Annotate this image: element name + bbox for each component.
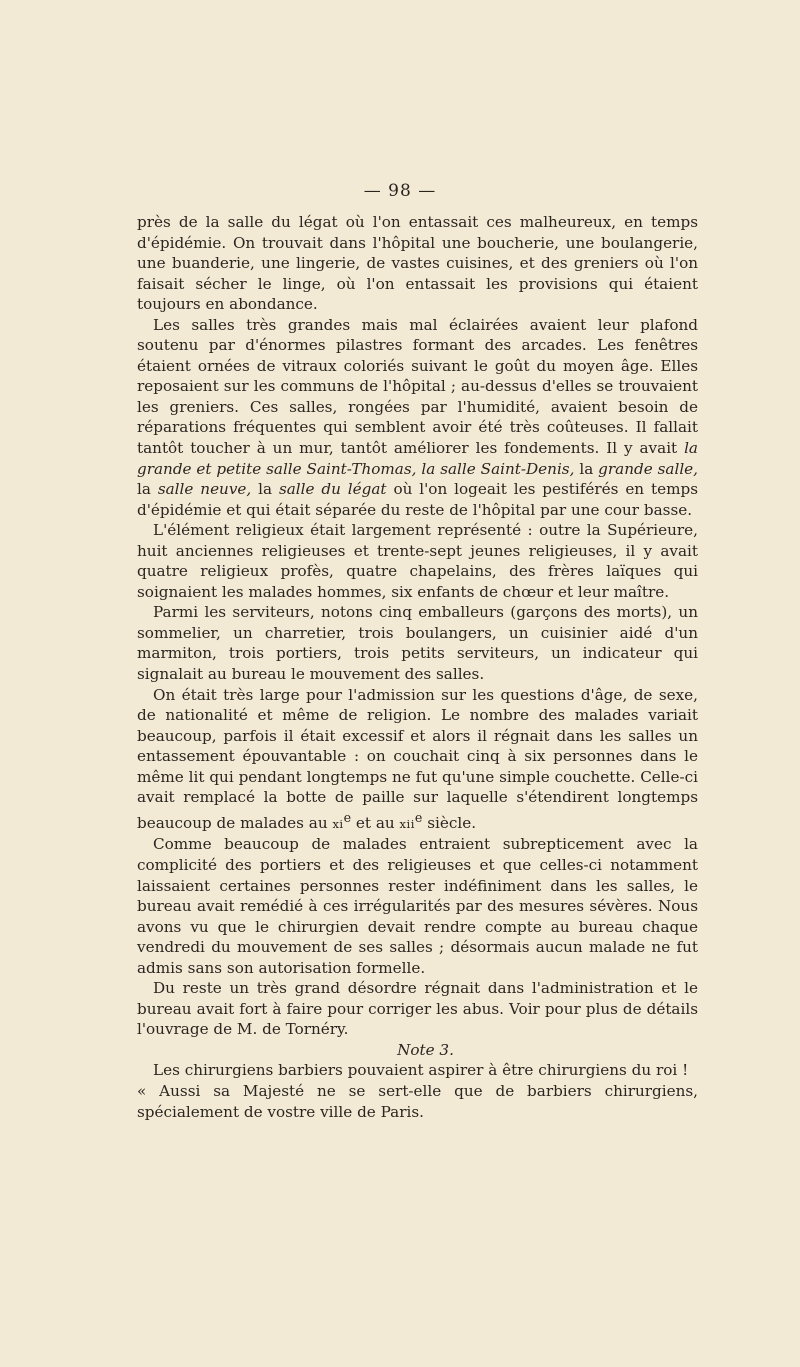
paragraph-1: près de la salle du légat où l'on entassait ces malheureux, en temps d'épidémie. On trouvait dans l'hôpital une boucherie, une boulangerie, une buanderie, une lingerie, de vastes cuisines, et des greniers où l'on faisait sécher le linge, où l'on entassait les provisions qui étaient toujours en abondance.: [137, 213, 698, 314]
paragraph-2-italic-1: la grande et petite salle Saint-Thomas, la salle Saint-Denis,: [137, 439, 698, 478]
page-number: — 98 —: [363, 181, 437, 201]
paragraph-8: Les chirurgiens barbiers pouvaient aspirer à être chirurgiens du roi !: [153, 1061, 689, 1080]
paragraph-2-italic-3: salle neuve,: [157, 480, 252, 499]
century-xi-superscript: e: [343, 809, 352, 825]
paragraph-2-text-a: Les salles très grandes mais mal éclairées avaient leur plafond soutenu par d'énormes pilastres formant des arcades. Les fenêtres étaient ornées de vitraux coloriés suivant le goût du moyen âge. Elles reposaient sur les communs de l'hôpital ; au-dessus d'elles se trouvaient les greniers. Ces salles, rongées par l'humidité, avaient besoin de réparations fréquentes qui semblent avoir été très coûteuses. Il fallait tantôt toucher à un mur, tantôt améliorer les fondements. Il y avait: [137, 315, 698, 458]
body-text: [137, 212, 698, 1122]
paragraph-2-text-c: la: [137, 480, 158, 499]
paragraph-2-text-e: où l'on logeait les pestiférés en temps d'épidémie et qui était séparée du reste de l'hôpital par une cour basse.: [137, 480, 699, 519]
century-xii-superscript: e: [414, 809, 423, 825]
paragraph-2-text-b: la: [574, 459, 599, 478]
paragraph-7: Du reste un très grand désordre régnait dans l'administration et le bureau avait fort à faire pour corriger les abus. Voir pour plus de détails l'ouvrage de M. de Tornéry.: [137, 979, 698, 1039]
paragraph-9: « Aussi sa Majesté ne se sert-elle que de barbiers chirurgiens, spécialement de vostre ville de Paris.: [137, 1082, 698, 1121]
paragraph-6: Comme beaucoup de malades entraient subrepticement avec la complicité des portiers et des religieuses et que celles-ci notamment laissaient certaines personnes rester indéfiniment dans les salles, le bureau avait remédié à ces irrégularités par des mesures sévères. Nous avons vu que le chirurgien devait rendre compte au bureau chaque vendredi du mouvement de ses salles ; désormais aucun malade ne fut admis sans son autorisation formelle.: [137, 835, 698, 977]
paragraph-4: Parmi les serviteurs, notons cinq emballeurs (garçons des morts), un sommelier, un charretier, trois boulangers, un cuisinier aidé d'un marmiton, trois portiers, trois petits serviteurs, un indicateur qui signalait au bureau le mouvement des salles.: [137, 603, 698, 684]
century-xii: xii: [399, 816, 415, 831]
paragraph-5-text-b: et au: [351, 813, 400, 832]
paragraph-3: L'élément religieux était largement représenté : outre la Supérieure, huit anciennes religieuses et trente-sept jeunes religieuses, il y avait quatre religieux profès, quatre chapelains, des frères laïques qui soignaient les malades hommes, six enfants de chœur et leur maître.: [137, 521, 698, 601]
paragraph-2-italic-2: grande salle,: [598, 459, 698, 478]
paragraph-5-text-a: On était très large pour l'admission sur les questions d'âge, de sexe, de nationalité et même de religion. Le nombre des malades variait beaucoup, parfois il était excessif et alors il régnait dans les salles un entassement épouvantable : on couchait cinq à six personnes dans le même lit qui pendant longtemps ne fut qu'une simple couchette. Celle-ci avait remplacé la botte de paille sur laquelle s'étendirent longtemps beaucoup de malades au: [137, 685, 698, 832]
century-xi: xi: [332, 816, 344, 831]
paragraph-5-text-c: siècle.: [422, 813, 477, 832]
note-title: Note 3.: [397, 1040, 454, 1059]
paragraph-2-text-d: la: [251, 480, 279, 499]
paragraph-5: [137, 685, 698, 835]
paragraph-2: [137, 315, 698, 520]
paragraph-2-italic-4: salle du légat: [278, 480, 387, 499]
